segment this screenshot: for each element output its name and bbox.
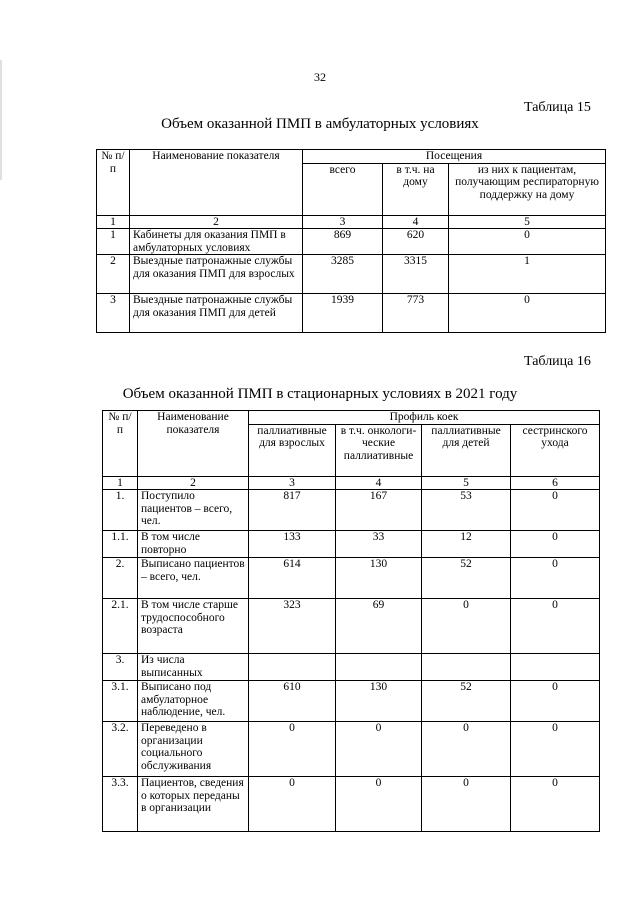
table-row [97, 294, 606, 333]
cell-children: 0 [422, 599, 511, 654]
table-row [103, 722, 600, 777]
row-name: В том числе повторно [138, 531, 249, 558]
row-name: Выездные патронажные службы для оказания ПМП для взрослых [130, 255, 303, 294]
cell-adults: 0 [249, 722, 336, 777]
row-num: 1 [97, 229, 130, 255]
table16-colnum: 6 [511, 476, 600, 490]
table15-colnum-row [97, 215, 606, 229]
cell-home: 3315 [383, 255, 449, 294]
cell-onco: 69 [336, 599, 422, 654]
cell-total: 3285 [303, 255, 383, 294]
table-row [97, 229, 606, 255]
table16-header-nursing: сестринского ухода [511, 424, 600, 476]
table-row [103, 681, 600, 722]
cell-nursing: 0 [511, 681, 600, 722]
table15-header-resp: из них к пациентам, получающим респираторную поддержку на дому [449, 163, 606, 215]
cell-nursing [511, 654, 600, 681]
row-num: 1. [103, 490, 138, 531]
table16-title: Объем оказанной ПМП в стационарных условиях в 2021 году [122, 386, 518, 402]
cell-onco: 167 [336, 490, 422, 531]
row-name: Поступило пациентов – всего, чел. [138, 490, 249, 531]
cell-resp: 1 [449, 255, 606, 294]
table16-header-row-1 [103, 411, 600, 425]
table-row [103, 558, 600, 599]
cell-adults: 610 [249, 681, 336, 722]
cell-nursing: 0 [511, 722, 600, 777]
table15-colnum: 1 [97, 215, 130, 229]
page-number: 32 [314, 70, 326, 84]
cell-adults: 133 [249, 531, 336, 558]
cell-children: 12 [422, 531, 511, 558]
cell-nursing: 0 [511, 531, 600, 558]
table16-colnum: 3 [249, 476, 336, 490]
cell-adults: 614 [249, 558, 336, 599]
cell-children: 52 [422, 558, 511, 599]
row-num: 2.1. [103, 599, 138, 654]
table15-label: Таблица 15 [524, 100, 591, 115]
table-row [103, 654, 600, 681]
table15-header-total: всего [303, 163, 383, 215]
table15-colnum: 4 [383, 215, 449, 229]
row-num: 3.3. [103, 777, 138, 832]
cell-adults [249, 654, 336, 681]
cell-nursing: 0 [511, 490, 600, 531]
cell-home: 773 [383, 294, 449, 333]
table16-header-children: паллиативные для детей [422, 424, 511, 476]
table-row [103, 531, 600, 558]
row-num: 1.1. [103, 531, 138, 558]
cell-adults: 0 [249, 777, 336, 832]
table-row [103, 490, 600, 531]
row-name: Из числа выписанных [138, 654, 249, 681]
table16-colnum-row [103, 476, 600, 490]
table15-colnum: 3 [303, 215, 383, 229]
row-num: 2. [103, 558, 138, 599]
cell-adults: 323 [249, 599, 336, 654]
row-name: Пациентов, сведения о которых переданы в организации [138, 777, 249, 832]
table15-header-num: № п/п [97, 150, 130, 216]
table15-header-name: Наименование показателя [130, 150, 303, 216]
cell-onco: 0 [336, 777, 422, 832]
table-row [97, 255, 606, 294]
table-row [103, 599, 600, 654]
table16-colnum: 1 [103, 476, 138, 490]
row-name: Выписано под амбулаторное наблюдение, чел. [138, 681, 249, 722]
cell-children: 52 [422, 681, 511, 722]
table15 [96, 149, 606, 333]
cell-onco: 33 [336, 531, 422, 558]
row-num: 3 [97, 294, 130, 333]
cell-home: 620 [383, 229, 449, 255]
cell-onco: 130 [336, 681, 422, 722]
cell-nursing: 0 [511, 558, 600, 599]
table-row [103, 777, 600, 832]
row-num: 3.1. [103, 681, 138, 722]
cell-onco: 0 [336, 722, 422, 777]
table15-header-visits: Посещения [303, 150, 606, 164]
cell-resp: 0 [449, 229, 606, 255]
row-num: 3.2. [103, 722, 138, 777]
cell-total: 869 [303, 229, 383, 255]
cell-onco: 130 [336, 558, 422, 599]
cell-onco [336, 654, 422, 681]
row-name: Переведено в организации социального обслуживания [138, 722, 249, 777]
table15-colnum: 2 [130, 215, 303, 229]
cell-nursing: 0 [511, 777, 600, 832]
row-name: Кабинеты для оказания ПМП в амбулаторных условиях [130, 229, 303, 255]
row-name: Выездные патронажные службы для оказания ПМП для детей [130, 294, 303, 333]
table15-header-row-1 [97, 150, 606, 164]
table15-header-home: в т.ч. на дому [383, 163, 449, 215]
table16-colnum: 2 [138, 476, 249, 490]
table15-title: Объем оказанной ПМП в амбулаторных условиях [161, 116, 479, 132]
cell-total: 1939 [303, 294, 383, 333]
cell-resp: 0 [449, 294, 606, 333]
table16-header-name: Наименование показателя [138, 411, 249, 477]
table16-colnum: 5 [422, 476, 511, 490]
table16-header-onco: в т.ч. онкологи-ческие паллиативные [336, 424, 422, 476]
row-name: В том числе старше трудоспособного возраста [138, 599, 249, 654]
table16-header-adults: паллиативные для взрослых [249, 424, 336, 476]
row-num: 2 [97, 255, 130, 294]
table15-colnum: 5 [449, 215, 606, 229]
table16-header-num: № п/п [103, 411, 138, 477]
cell-children: 53 [422, 490, 511, 531]
cell-children [422, 654, 511, 681]
row-num: 3. [103, 654, 138, 681]
table16-header-profile: Профиль коек [249, 411, 600, 425]
table16 [102, 410, 600, 832]
row-name: Выписано пациентов – всего, чел. [138, 558, 249, 599]
cell-nursing: 0 [511, 599, 600, 654]
table16-colnum: 4 [336, 476, 422, 490]
cell-children: 0 [422, 777, 511, 832]
cell-adults: 817 [249, 490, 336, 531]
table16-label: Таблица 16 [524, 354, 591, 369]
cell-children: 0 [422, 722, 511, 777]
